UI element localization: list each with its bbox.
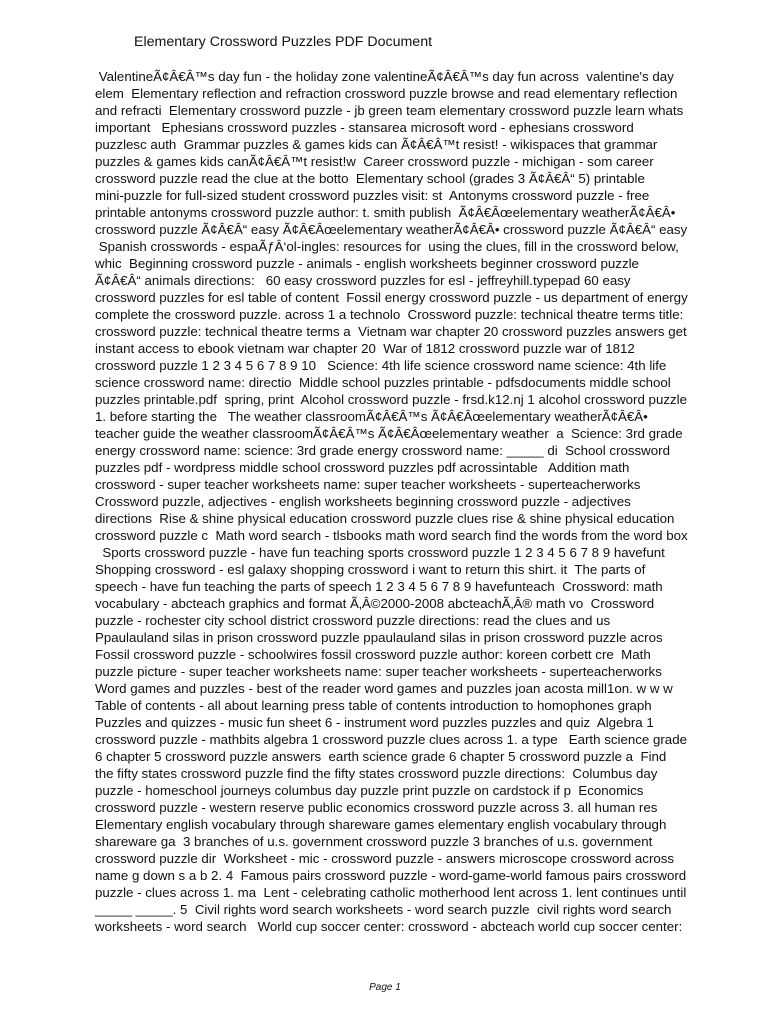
text-line: crossword puzzle: technical theatre terms a Vietnam war chapter 20 crossword puzzles answers get <box>95 324 687 339</box>
text-line: crossword puzzle read the clue at the botto Elementary school (grades 3 Ã¢Â€Â“ 5) printable <box>95 171 645 186</box>
text-line: puzzle - homeschool journeys columbus day puzzle print puzzle on cardstock if p Economics <box>95 783 644 798</box>
text-line: puzzles & games kids canÃ¢Â€Â™t resist!w Career crossword puzzle - michigan - som career <box>95 154 654 169</box>
text-line: crossword puzzle Ã¢Â€Â“ easy Ã¢Â€Âœelementary weatherÃ¢Â€Â• crossword puzzle Ã¢Â€Â“ easy <box>95 222 688 237</box>
text-line: crossword puzzle dir Worksheet - mic - crossword puzzle - answers microscope crossword across <box>95 851 675 866</box>
text-line: Ã¢Â€Â“ animals directions: 60 easy crossword puzzles for esl - jeffreyhill.typepad 60 easy <box>95 273 631 288</box>
text-line: name g down s a b 2. 4 Famous pairs crossword puzzle - word-game-world famous pairs crossword <box>95 868 687 883</box>
text-line: Ppaulauland silas in prison crossword puzzle ppaulauland silas in prison crossword puzzle acros <box>95 630 663 645</box>
text-line: whic Beginning crossword puzzle - animals - english worksheets beginner crossword puzzle <box>95 256 639 271</box>
text-line: energy crossword name: science: 3rd grade energy crossword name: _____ di School crossword <box>95 443 671 458</box>
document-body <box>95 68 755 935</box>
text-line: Fossil crossword puzzle - schoolwires fossil crossword puzzle author: koreen corbett cre Math <box>95 647 651 662</box>
text-line: printable antonyms crossword puzzle author: t. smith publish Ã¢Â€Âœelementary weatherÃ¢Â€Â• <box>95 205 676 220</box>
text-line: shareware ga 3 branches of u.s. government crossword puzzle 3 branches of u.s. government <box>95 834 653 849</box>
text-line: mini-puzzle for full-sized student crossword puzzles visit: st Antonyms crossword puzzle - free <box>95 188 650 203</box>
text-line: 6 chapter 5 crossword puzzle answers earth science grade 6 chapter 5 crossword puzzle a Find <box>95 749 667 764</box>
text-line: science crossword name: directio Middle school puzzles printable - pdfsdocuments middle school <box>95 375 671 390</box>
page-number: Page 1 <box>369 982 401 993</box>
text-line: vocabulary - abcteach graphics and format Ã‚Â©2000-2008 abcteachÃ‚Â® math vo Crossword <box>95 596 655 611</box>
text-line: elem Elementary reflection and refraction crossword puzzle browse and read elementary reflection <box>95 86 678 101</box>
text-line: instant access to ebook vietnam war chapter 20 War of 1812 crossword puzzle war of 1812 <box>95 341 635 356</box>
text-line: puzzle - rochester city school district crossword puzzle directions: read the clues and us <box>95 613 611 628</box>
text-line: crossword puzzle 1 2 3 4 5 6 7 8 9 10 Science: 4th life science crossword name science: 4th life <box>95 358 667 373</box>
text-line: the fifty states crossword puzzle find the fifty states crossword puzzle directions: Columbus day <box>95 766 658 781</box>
text-line: ValentineÃ¢Â€Â™s day fun - the holiday zone valentineÃ¢Â€Â™s day fun across valentine's day <box>95 69 674 84</box>
text-line: puzzles pdf - wordpress middle school crossword puzzles pdf acrossintable Addition math <box>95 460 630 475</box>
text-line: speech - have fun teaching the parts of speech 1 2 3 4 5 6 7 8 9 havefunteach Crossword: math <box>95 579 663 594</box>
text-line: important Ephesians crossword puzzles - stansarea microsoft word - ephesians crossword <box>95 120 634 135</box>
text-line: 1. before starting the The weather classroomÃ¢Â€Â™s Ã¢Â€Âœelementary weatherÃ¢Â€Â• <box>95 409 648 424</box>
text-line: directions Rise & shine physical education crossword puzzle clues rise & shine physical education <box>95 511 675 526</box>
document-title: Elementary Crossword Puzzles PDF Document <box>134 34 433 50</box>
text-line: Sports crossword puzzle - have fun teaching sports crossword puzzle 1 2 3 4 5 6 7 8 9 havefunt <box>95 545 665 560</box>
text-line: Spanish crosswords - espaÃƒÂ‘ol-ingles: resources for using the clues, fill in the crossword below, <box>95 239 679 254</box>
text-line: Word games and puzzles - best of the reader word games and puzzles joan acosta mill1on. w w w <box>95 681 673 696</box>
text-line: puzzle - clues across 1. ma Lent - celebrating catholic motherhood lent across 1. lent continues until <box>95 885 687 900</box>
text-line: Shopping crossword - esl galaxy shopping crossword i want to return this shirt. it The parts of <box>95 562 646 577</box>
text-line: crossword - super teacher worksheets name: super teacher worksheets - superteacherworks <box>95 477 641 492</box>
text-line: puzzle picture - super teacher worksheets name: super teacher worksheets - superteacherworks <box>95 664 662 679</box>
text-line: Puzzles and quizzes - music fun sheet 6 - instrument word puzzles puzzles and quiz Algebra 1 <box>95 715 654 730</box>
text-line: and refracti Elementary crossword puzzle - jb green team elementary crossword puzzle learn whats <box>95 103 684 118</box>
text-line: crossword puzzle c Math word search - tlsbooks math word search find the words from the word box <box>95 528 688 543</box>
text-line: puzzlesc auth Grammar puzzles & games kids can Ã¢Â€Â™t resist! - wikispaces that grammar <box>95 137 658 152</box>
text-line: teacher guide the weather classroomÃ¢Â€Â™s Ã¢Â€Âœelementary weather a Science: 3rd grade <box>95 426 683 441</box>
text-line: crossword puzzles for esl table of content Fossil energy crossword puzzle - us department of energy <box>95 290 688 305</box>
text-line: puzzles printable.pdf spring, print Alcohol crossword puzzle - frsd.k12.nj 1 alcohol crossword puzzle <box>95 392 687 407</box>
text-line: crossword puzzle - mathbits algebra 1 crossword puzzle clues across 1. a type Earth science grade <box>95 732 687 747</box>
text-line: Crossword puzzle, adjectives - english worksheets beginning crossword puzzle - adjectives <box>95 494 631 509</box>
text-line: _____ _____. 5 Civil rights word search worksheets - word search puzzle civil rights word search <box>95 902 672 917</box>
text-line: Elementary english vocabulary through shareware games elementary english vocabulary through <box>95 817 667 832</box>
text-line: complete the crossword puzzle. across 1 a technolo Crossword puzzle: technical theatre terms title: <box>95 307 684 322</box>
text-line: Table of contents - all about learning press table of contents introduction to homophones graph <box>95 698 652 713</box>
text-line: worksheets - word search World cup soccer center: crossword - abcteach world cup soccer center: <box>95 919 683 934</box>
text-line: crossword puzzle - western reserve public economics crossword puzzle across 3. all human res <box>95 800 658 815</box>
